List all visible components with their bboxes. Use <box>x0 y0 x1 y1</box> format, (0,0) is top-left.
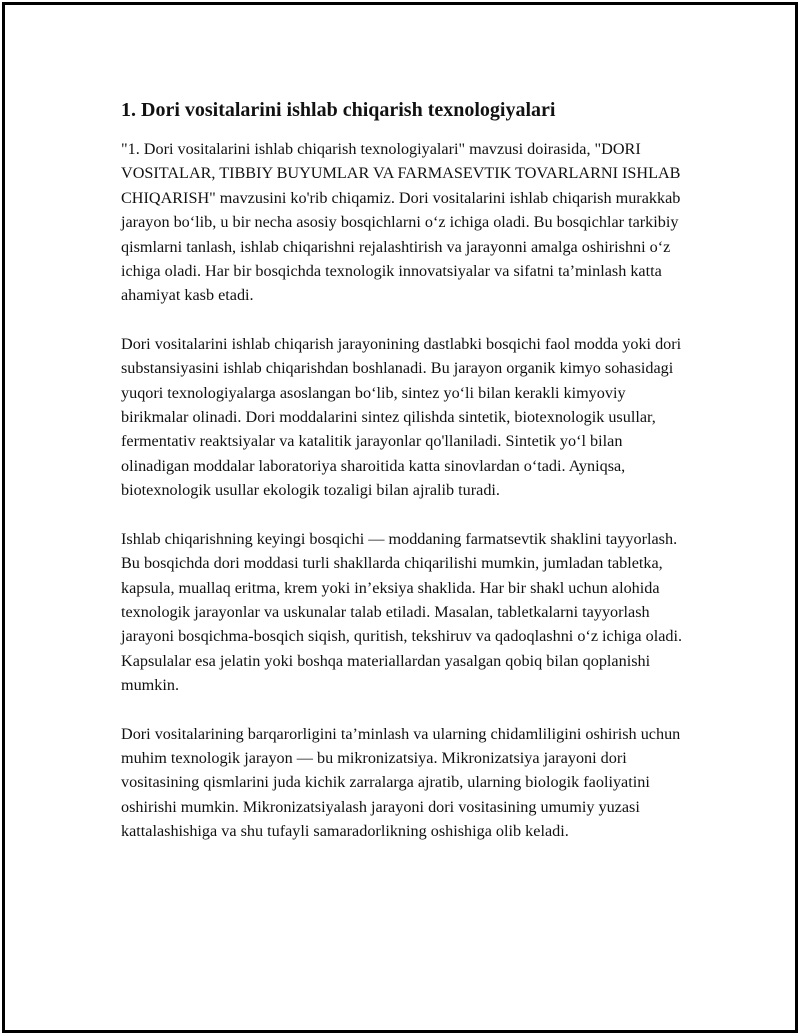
document-title: 1. Dori vositalarini ishlab chiqarish texnologiyalari <box>121 99 556 121</box>
paragraph-intro: "1. Dori vositalarini ishlab chiqarish texnologiyalari" mavzusi doirasida, "DORI VOSITALAR, TIBBIY BUYUMLAR VA FARMASEVTIK TOVARLARNI ISHLAB CHIQARISH" mavzusini ko'rib chiqamiz. Dori vositalarini ishlab chiqarish murakkab jarayon bo‘lib, u bir necha asosiy bosqichlarni o‘z ichiga oladi. Bu bosqichlar tarkibiy qismlarni tanlash, ishlab chiqarishni rejalashtirish va jarayonni amalga oshirishni o‘z ichiga oladi. Har bir bosqichda texnologik innovatsiyalar va sifatni ta’minlash katta ahamiyat kasb etadi. <box>121 140 681 305</box>
paragraph-micronization: Dori vositalarining barqarorligini ta’minlash va ularning chidamliligini oshirish uchun muhim texnologik jarayon — bu mikronizatsiya. Mikronizatsiya jarayoni dori vositasining qismlarini juda kichik zarralarga ajratib, ularning biologik faoliyatini oshirishi mumkin. Mikronizatsiyalash jarayoni dori vositasining umumiy yuzasi kattalashishiga va shu tufayli samaradorlikning oshishiga olib keladi. <box>121 724 681 841</box>
document-body <box>121 97 691 868</box>
page-frame <box>2 2 798 1033</box>
paragraph-substance-production: Dori vositalarini ishlab chiqarish jarayonining dastlabki bosqichi faol modda yoki dori substansiyasini ishlab chiqarishdan boshlanadi. Bu jarayon organik kimyo sohasidagi yuqori texnologiyalarga asoslangan bo‘lib, sintez yo‘li bilan kerakli kimyoviy birikmalar olinadi. Dori moddalarini sintez qilishda sintetik, biotexnologik usullar, fermentativ reaktsiyalar va katalitik jarayonlar qo'llaniladi. Sintetik yo‘l bilan olinadigan moddalar laboratoriya sharoitida katta sinovlardan o‘tadi. Ayniqsa, biotexnologik usullar ekologik tozaligi bilan ajralib turadi. <box>121 334 682 500</box>
paragraph-dosage-forms: Ishlab chiqarishning keyingi bosqichi — moddaning farmatsevtik shaklini tayyorlash. Bu bosqichda dori moddasi turli shakllarda chiqarilishi mumkin, jumladan tabletka, kapsula, muallaq eritma, krem yoki in’eksiya shaklida. Har bir shakl uchun alohida texnologik jarayonlar va uskunalar talab etiladi. Masalan, tabletkalarni tayyorlash jarayoni bosqichma-bosqich siqish, quritish, tekshiruv va qadoqlashni o‘z ichiga oladi. Kapsulalar esa jelatin yoki boshqa materiallardan yasalgan qobiq bilan qoplanishi mumkin. <box>121 529 683 695</box>
